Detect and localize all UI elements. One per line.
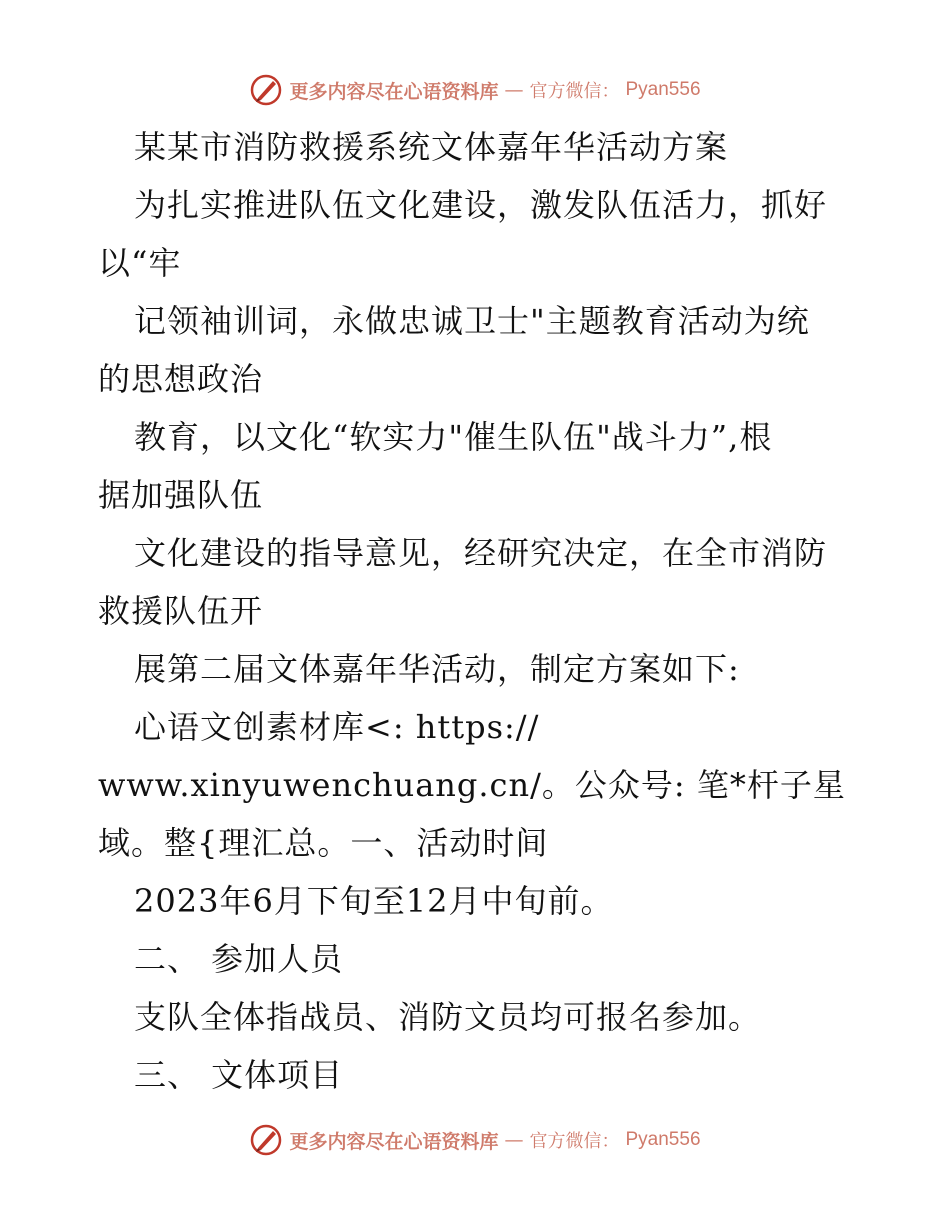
banner-brand-text: 更多内容尽在心语资料库: [289, 80, 499, 103]
banner-wechat-label: 官方微信：: [529, 1131, 620, 1152]
section-heading: 三、 文体项目: [134, 1056, 344, 1094]
paragraph-line: 心语文创素材库<: https://: [134, 708, 540, 746]
banner-wechat-id: Pyan556: [625, 79, 701, 100]
quill-pen-logo-icon: [249, 1123, 283, 1157]
paragraph-line: 的思想政治: [98, 360, 264, 398]
paragraph-line: 以“牢: [98, 244, 182, 282]
paragraph-line: www.xinyuwenchuang.cn/。公众号: 笔*杆子星: [98, 766, 846, 804]
banner-brand-text: 更多内容尽在心语资料库: [289, 1130, 499, 1153]
paragraph-line: 记领袖训词，永做忠诚卫士"主题教育活动为统: [134, 302, 810, 340]
banner-wechat-id: Pyan556: [625, 1129, 701, 1150]
header-banner: [0, 70, 950, 110]
banner-wechat-label: 官方微信：: [529, 81, 620, 102]
paragraph-line: 据加强队伍: [98, 476, 264, 514]
paragraph-line: 为扎实推进队伍文化建设，激发队伍活力，抓好: [134, 186, 828, 224]
paragraph-line: 救援队伍开: [98, 592, 264, 630]
paragraph-line: 2023年6月下旬至12月中旬前。: [134, 882, 614, 920]
banner-dash: —: [504, 1129, 524, 1151]
banner-dash: —: [504, 79, 524, 101]
paragraph-line: 教育，以文化“软实力"催生队伍"战斗力”,根: [134, 418, 773, 456]
footer-banner: [0, 1120, 950, 1160]
paragraph-line: 域。整{理汇总。一、活动时间: [98, 824, 549, 862]
document-body: [98, 118, 858, 1104]
quill-pen-logo-icon: [249, 73, 283, 107]
section-heading: 二、 参加人员: [134, 940, 344, 978]
paragraph-line: 文化建设的指导意见，经研究决定，在全市消防: [134, 534, 828, 572]
document-title: 某某市消防救援系统文体嘉年华活动方案: [134, 128, 729, 166]
paragraph-line: 支队全体指战员、消防文员均可报名参加。: [134, 998, 762, 1036]
paragraph-line: 展第二届文体嘉年华活动，制定方案如下:: [134, 650, 740, 688]
